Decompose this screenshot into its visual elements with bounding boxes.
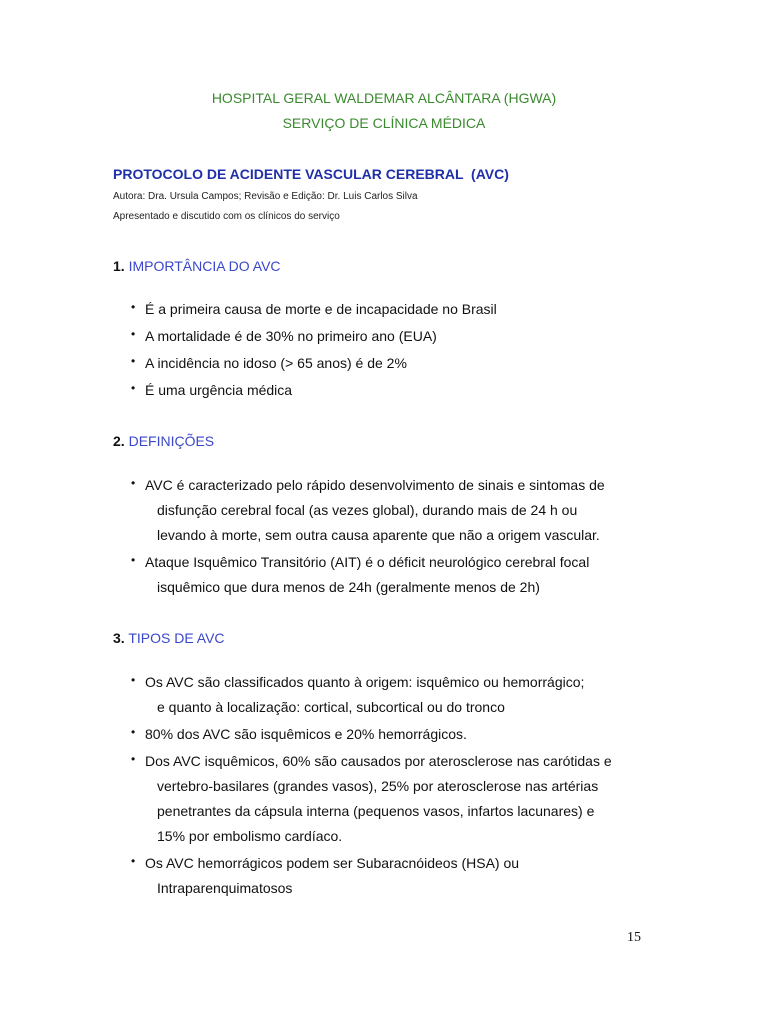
bullet-text-line: Os AVC hemorrágicos podem ser Subaracnóideos (HSA) ou <box>145 855 520 871</box>
protocol-title: PROTOCOLO DE ACIDENTE VASCULAR CEREBRAL (AVC) <box>113 166 509 182</box>
section-title: IMPORTÂNCIA DO AVC <box>128 258 281 274</box>
bullet-dot-icon: • <box>131 553 136 567</box>
bullet-list-importance <box>113 300 673 408</box>
service-name: SERVIÇO DE CLÍNICA MÉDICA <box>282 115 486 131</box>
bullet-text-line: É uma urgência médica <box>145 382 293 398</box>
bullet-dot-icon: • <box>131 327 136 341</box>
bullet-text-line: 15% por embolismo cardíaco. <box>157 828 343 844</box>
bullet-list-definitions <box>113 476 673 605</box>
bullet-text-line: disfunção cerebral focal (as vezes global), durando mais de 24 h ou <box>157 502 578 518</box>
bullet-text-line: Dos AVC isquêmicos, 60% são causados por aterosclerose nas carótidas e <box>145 753 612 769</box>
bullet-text-line: Ataque Isquêmico Transitório (AIT) é o déficit neurológico cerebral focal <box>145 554 590 570</box>
bullet-item <box>113 381 673 400</box>
bullet-text-line: e quanto à localização: cortical, subcortical ou do tronco <box>157 699 505 715</box>
hospital-name: HOSPITAL GERAL WALDEMAR ALCÂNTARA (HGWA) <box>211 90 557 106</box>
bullet-text-line: É a primeira causa de morte e de incapacidade no Brasil <box>145 301 497 317</box>
bullet-text-line: A mortalidade é de 30% no primeiro ano (EUA) <box>145 328 437 344</box>
bullet-dot-icon: • <box>131 476 136 490</box>
bullet-dot-icon: • <box>131 854 136 868</box>
section-number: 2. <box>113 433 125 449</box>
bullet-item <box>113 354 673 373</box>
bullet-text-line: AVC é caracterizado pelo rápido desenvolvimento de sinais e sintomas de <box>145 477 605 493</box>
author-line: Autora: Dra. Ursula Campos; Revisão e Edição: Dr. Luis Carlos Silva <box>113 191 418 202</box>
bullet-text-line: Os AVC são classificados quanto à origem: isquêmico ou hemorrágico; <box>145 674 585 690</box>
bullet-text-line: penetrantes da cápsula interna (pequenos vasos, infartos lacunares) e <box>157 803 595 819</box>
bullet-dot-icon: • <box>131 752 136 766</box>
bullet-item <box>113 476 673 545</box>
bullet-dot-icon: • <box>131 381 136 395</box>
bullet-text-line: Intraparenquimatosos <box>157 880 293 896</box>
bullet-text-line: levando à morte, sem outra causa aparente que não a origem vascular. <box>157 527 600 543</box>
bullet-dot-icon: • <box>131 673 136 687</box>
bullet-dot-icon: • <box>131 725 136 739</box>
bullet-item <box>113 725 673 744</box>
bullet-item <box>113 553 673 597</box>
bullet-text-line: vertebro-basilares (grandes vasos), 25% por aterosclerose nas artérias <box>157 778 599 794</box>
bullet-item <box>113 673 673 717</box>
presented-line: Apresentado e discutido com os clínicos do serviço <box>113 211 340 222</box>
bullet-list-types <box>113 673 673 906</box>
bullet-item <box>113 300 673 319</box>
bullet-item <box>113 327 673 346</box>
bullet-item <box>113 854 673 898</box>
bullet-text-line: A incidência no idoso (> 65 anos) é de 2% <box>145 355 407 371</box>
section-heading-types <box>113 630 225 646</box>
section-title: TIPOS DE AVC <box>128 630 225 646</box>
page-number: 15 <box>627 930 641 945</box>
bullet-dot-icon: • <box>131 300 136 314</box>
bullet-text-line: 80% dos AVC são isquêmicos e 20% hemorrágicos. <box>145 726 467 742</box>
section-number: 3. <box>113 630 125 646</box>
section-number: 1. <box>113 258 125 274</box>
section-heading-definitions <box>113 433 214 449</box>
bullet-text-line: isquêmico que dura menos de 24h (geralmente menos de 2h) <box>157 579 540 595</box>
section-title: DEFINIÇÕES <box>128 433 215 449</box>
section-heading-importance <box>113 258 281 274</box>
bullet-dot-icon: • <box>131 354 136 368</box>
bullet-item <box>113 752 673 846</box>
